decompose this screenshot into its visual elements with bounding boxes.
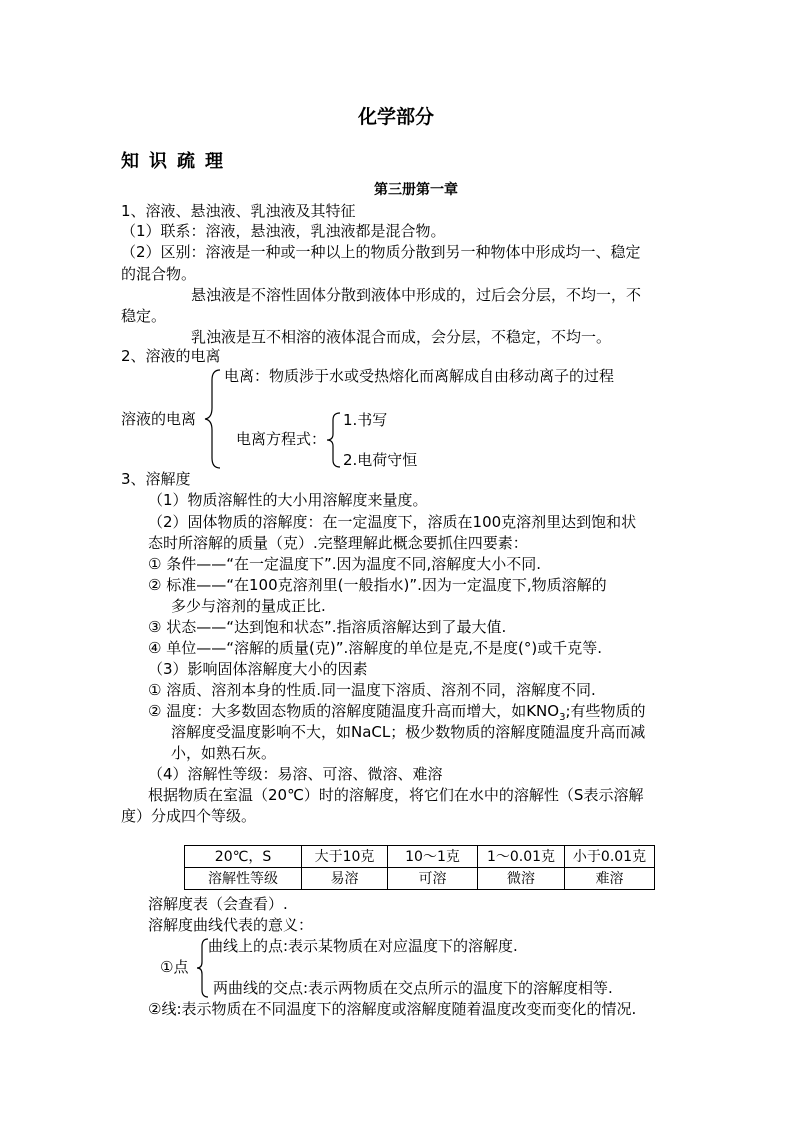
table-cell: 10～1克 <box>388 846 478 868</box>
s3-p1: （1）物质溶解性的大小用溶解度来量度。 <box>148 491 428 509</box>
section-heading: 知识疏理 <box>121 151 233 172</box>
kno3-subscript: 3 <box>559 712 566 723</box>
s2-shuxie: 1.书写 <box>343 411 388 429</box>
s3-p5-1: 根据物质在室温（20℃）时的溶解度，将它们在水中的溶解性（S表示溶解 <box>148 786 644 804</box>
table-cell: 溶解性等级 <box>185 868 302 890</box>
page-title: 化学部分 <box>358 106 435 128</box>
s2-heading: 2、溶液的电离 <box>121 347 221 365</box>
s3-e3: ③ 状态——“达到饱和状态”.指溶质溶解达到了最大值. <box>148 618 507 636</box>
dian-label: ①点 <box>160 958 189 976</box>
s3-e4: ④ 单位——“溶解的质量(克)”.溶解度的单位是克,不是度(°)或千克等. <box>148 639 602 657</box>
tail-xian: ②线:表示物质在不同温度下的溶解度或溶解度随着温度改变而变化的情况. <box>148 1000 637 1018</box>
s3-p2-2: 态时所溶解的质量（克）.完整理解此概念要抓住四要素： <box>148 534 528 552</box>
s3-p2-1: （2）固体物质的溶解度：在一定温度下，溶质在100克溶剂里达到饱和状 <box>148 513 637 531</box>
table-cell: 可溶 <box>388 868 478 890</box>
s3-f2-2: 溶解度受温度影响不大，如NaCL；极少数物质的溶解度随温度升高而减 <box>171 723 646 741</box>
s2-fangcheng: 电离方程式： <box>236 430 327 448</box>
s1-qubie-1: （2）区别：溶液是一种或一种以上的物质分散到另一种物体中形成均一、稳定 <box>121 243 641 261</box>
outer-brace <box>204 368 224 470</box>
s1-ruzhuo: 乳浊液是互不相溶的液体混合而成，会分层，不稳定，不均一。 <box>191 328 612 346</box>
table-cell: 难溶 <box>565 868 655 890</box>
tail-quxian: 溶解度曲线代表的意义： <box>148 916 314 934</box>
s3-p4: （4）溶解性等级：易溶、可溶、微溶、难溶 <box>148 765 443 783</box>
s3-p3: （3）影响固体溶解度大小的因素 <box>148 660 368 678</box>
table-cell: 20℃，S <box>185 846 302 868</box>
s2-dianli: 电离：物质涉于水或受热熔化而离解成自由移动离子的过程 <box>224 367 615 385</box>
s3-heading: 3、溶解度 <box>121 470 191 488</box>
dian-1: 曲线上的点:表示某物质在对应温度下的溶解度. <box>208 937 518 955</box>
s3-p5-2: 度）分成四个等级。 <box>121 807 257 825</box>
s3-e2-2: 多少与溶剂的量成正比. <box>171 597 326 615</box>
inner-brace <box>326 412 342 468</box>
tail-biao: 溶解度表（会查看）. <box>148 895 288 913</box>
s1-lianxi: （1）联系：溶液，悬浊液，乳浊液都是混合物。 <box>121 222 446 240</box>
s2-root-label: 溶液的电离 <box>121 410 197 428</box>
s1-qubie-2: 的混合物。 <box>121 265 197 283</box>
s1-xuanzhuo-2: 稳定。 <box>121 307 167 325</box>
s1-heading: 1、溶液、悬浊液、乳浊液及其特征 <box>121 202 356 220</box>
table-cell: 微溶 <box>478 868 565 890</box>
chapter-heading: 第三册第一章 <box>374 182 458 198</box>
s3-e2-1: ② 标准——“在100克溶剂里(一般指水)”.因为一定温度下,物质溶解的 <box>148 576 607 594</box>
s2-shouheng: 2.电荷守恒 <box>343 451 418 469</box>
s3-f2-1a: ② 温度：大多数固态物质的溶解度随温度升高而增大，如KNO <box>148 702 560 720</box>
table-row <box>185 846 655 868</box>
table-cell: 易溶 <box>302 868 388 890</box>
s1-xuanzhuo-1: 悬浊液是不溶性固体分散到液体中形成的，过后会分层，不均一，不 <box>191 286 642 304</box>
s3-f1: ① 溶质、溶剂本身的性质.同一温度下溶质、溶剂不同，溶解度不同. <box>148 681 596 699</box>
solubility-table <box>184 845 655 890</box>
table-cell: 大于10克 <box>302 846 388 868</box>
table-row <box>185 868 655 890</box>
s3-f2-3: 小，如熟石灰。 <box>171 744 277 762</box>
table-cell: 小于0.01克 <box>565 846 655 868</box>
s3-e1: ① 条件——“在一定温度下”.因为温度不同,溶解度大小不同. <box>148 555 542 573</box>
table-cell: 1～0.01克 <box>478 846 565 868</box>
s3-f2-1b: ;有些物质的 <box>565 702 646 720</box>
dian-2: 两曲线的交点:表示两物质在交点所示的温度下的溶解度相等. <box>213 979 613 997</box>
